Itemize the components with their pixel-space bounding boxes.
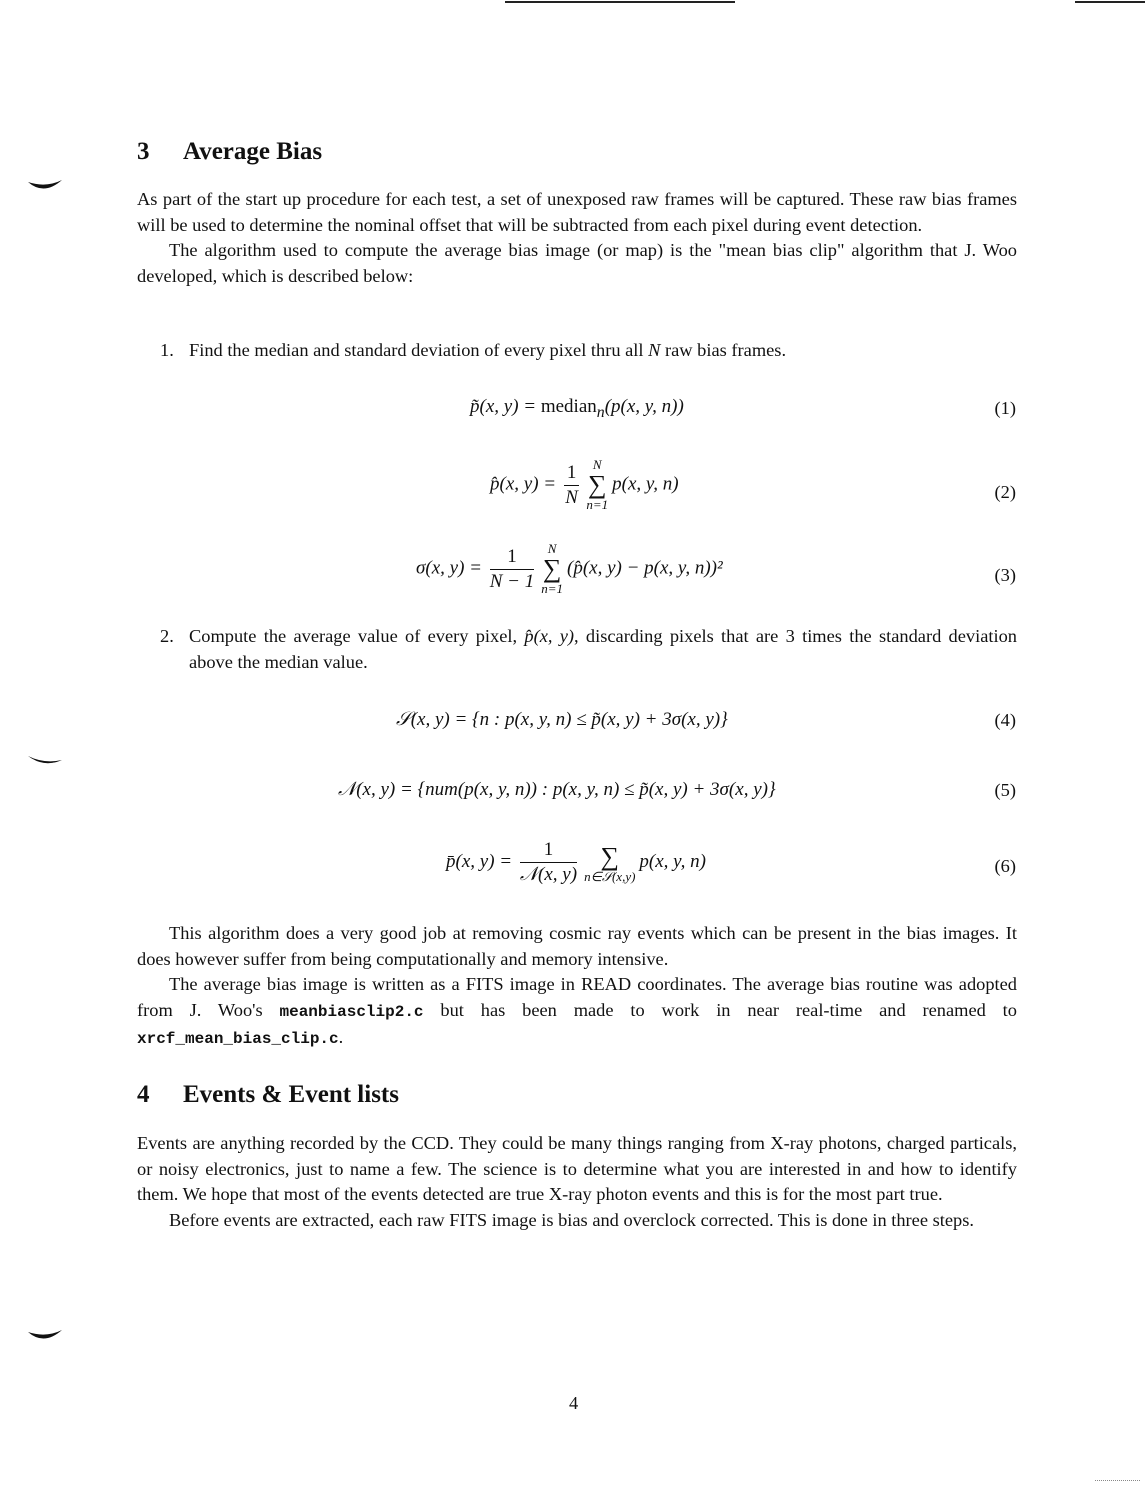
list-text — [189, 624, 1017, 675]
eq-rhs: (p̂(x, y) − p(x, y, n))² — [567, 557, 723, 579]
binder-hole-mark-icon — [26, 754, 66, 772]
eq-subscript: n — [596, 403, 605, 421]
page-number: 4 — [569, 1393, 579, 1413]
text: raw bias frames. — [660, 340, 787, 360]
section-number: 4 — [137, 1081, 150, 1108]
list-text — [189, 338, 1017, 364]
scan-artifact-top-rule — [505, 1, 735, 3]
denominator: 𝒩(x, y) — [519, 864, 578, 885]
sum-upper: N — [592, 457, 602, 472]
section-3-heading — [137, 138, 322, 166]
list-item-step-2 — [160, 624, 1017, 675]
scan-artifact-bottom-rule — [1095, 1480, 1140, 1482]
summation — [586, 458, 608, 512]
eq-arg: (p(x, y, n)) — [604, 396, 684, 417]
eq-lhs: p̄(x, y) = — [446, 850, 513, 872]
section-4-body — [137, 1131, 1017, 1233]
math-var: p̂(x, y) — [524, 626, 575, 646]
text: Compute the average value of every pixel, — [189, 626, 525, 646]
sum-upper: N — [547, 541, 557, 556]
text: The average bias image is written as a FITS image in READ coordinates. The average bias routine was adopted from J. Woo's — [137, 974, 1017, 1020]
equation-number: (6) — [994, 856, 1016, 876]
eq-func: median — [540, 396, 597, 417]
section-title: Average Bias — [183, 138, 323, 165]
numerator: 1 — [564, 461, 580, 486]
text: . — [338, 1027, 344, 1048]
math-var: N — [648, 340, 661, 360]
equation-number: (3) — [994, 565, 1016, 585]
text: Find the median and standard deviation of every pixel thru all — [189, 340, 649, 360]
binder-hole-mark-icon — [26, 178, 66, 196]
denominator: N − 1 — [489, 570, 535, 592]
section-3-intro — [137, 187, 1017, 289]
equation-number: (4) — [994, 710, 1016, 730]
paragraph — [137, 972, 1017, 1053]
section-4-heading — [137, 1081, 399, 1109]
fraction — [564, 461, 580, 510]
sum-lower: n=1 — [541, 581, 563, 596]
sum-symbol: ∑ — [587, 470, 607, 499]
section-title: Events & Event lists — [183, 1081, 399, 1108]
numerator: 1 — [520, 838, 577, 863]
list-item-step-1 — [160, 338, 1017, 364]
sum-lower: n=1 — [586, 497, 609, 512]
summation — [584, 841, 636, 884]
text: , discarding pixels that are 3 times the standard deviation above the median value. — [189, 626, 1017, 672]
equation-number: (1) — [994, 398, 1016, 418]
text: but has been made to work in near real-time and renamed to — [423, 999, 1017, 1020]
equation-1 — [470, 396, 684, 422]
section-number: 3 — [137, 138, 150, 165]
fraction — [520, 838, 577, 887]
sum-symbol: ∑ — [600, 841, 620, 871]
eq-rhs: p(x, y, n) — [639, 850, 706, 872]
equation-3 — [416, 542, 723, 596]
equation-number: (5) — [994, 780, 1016, 800]
sum-lower: n∈𝒮(x,y) — [584, 868, 636, 884]
summation — [541, 542, 563, 596]
binder-hole-mark-icon — [26, 1328, 66, 1346]
eq-lhs: p̃(x, y) = — [470, 396, 537, 417]
paragraph: Events are anything recorded by the CCD. They could be many things ranging from X-ray photons, charged particals, or noisy electronics, just to name a few. The science is to determine what you are interested in and how to identify them. We hope that most of the events detected are true X-ray photon events and this is for the most part true. — [137, 1133, 1017, 1205]
paragraph: This algorithm does a very good job at removing cosmic ray events which can be present in the bias images. It does however suffer from being computationally and memory intensive. — [137, 923, 1017, 969]
eq-lhs: σ(x, y) = — [416, 557, 482, 579]
numerator: 1 — [490, 545, 535, 570]
denominator: N — [565, 486, 578, 508]
code-filename: xrcf_mean_bias_clip.c — [137, 1030, 339, 1049]
code-filename: meanbiasclip2.c — [279, 1002, 424, 1021]
equation-4: 𝒮(x, y) = {n : p(x, y, n) ≤ p̃(x, y) + 3σ(x, y)} — [396, 709, 728, 730]
eq-lhs: p̂(x, y) = — [490, 473, 557, 495]
paragraph: Before events are extracted, each raw FITS image is bias and overclock corrected. This is done in three steps. — [169, 1209, 974, 1230]
list-label: 2. — [160, 626, 174, 646]
paragraph: The algorithm used to compute the average bias image (or map) is the "mean bias clip" algorithm that J. Woo developed, which is described below: — [137, 240, 1017, 286]
equation-6 — [446, 838, 706, 887]
scan-artifact-top-right-rule — [1075, 1, 1145, 3]
eq-rhs: p(x, y, n) — [612, 473, 679, 495]
equation-number: (2) — [994, 482, 1016, 502]
paragraph: As part of the start up procedure for each test, a set of unexposed raw frames will be captured. These raw bias frames will be used to determine the nominal offset that will be subtracted from each pixel during event detection. — [137, 189, 1017, 235]
fraction — [490, 545, 535, 594]
sum-symbol: ∑ — [542, 554, 562, 583]
equation-2 — [490, 458, 679, 512]
equation-5: 𝒩(x, y) = {num(p(x, y, n)) : p(x, y, n) ≤ p̃(x, y) + 3σ(x, y)} — [338, 779, 776, 800]
list-label: 1. — [160, 340, 174, 360]
section-3-closing — [137, 921, 1017, 1053]
